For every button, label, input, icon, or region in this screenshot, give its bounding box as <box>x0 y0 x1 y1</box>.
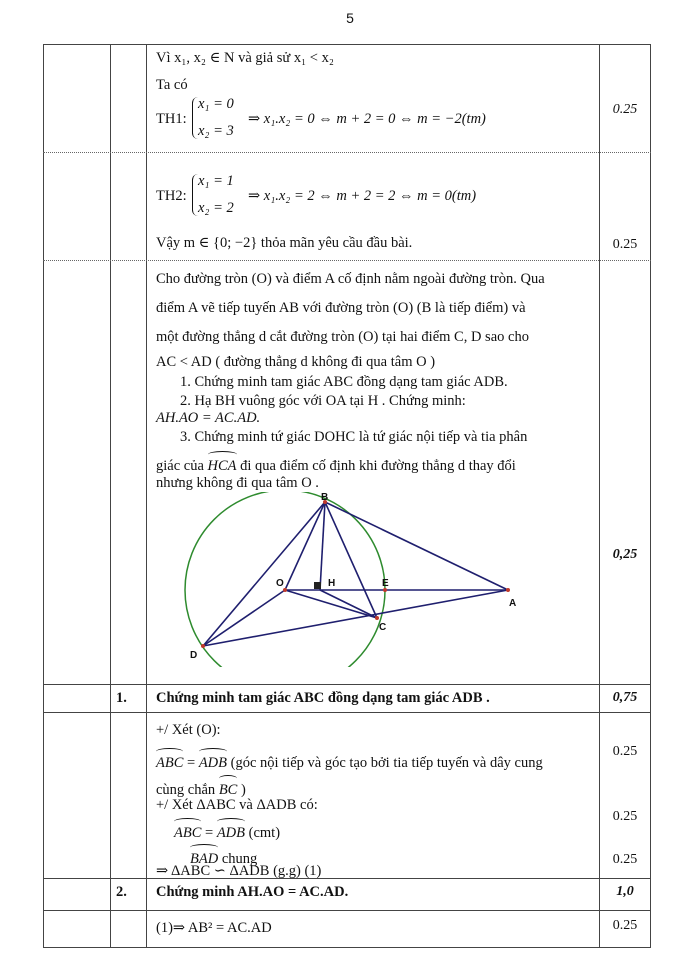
geometry-diagram <box>150 492 550 667</box>
row-divider <box>43 260 651 261</box>
r1-line2: Ta có <box>156 77 188 93</box>
segment-bh <box>320 502 325 590</box>
row-divider <box>43 878 651 879</box>
th2-label: TH2: <box>156 188 187 204</box>
score-r7: 0.25 <box>612 918 638 933</box>
th2-result: ⇒ x₁.x₂ = 2 ⇔ m + 2 = 2 ⇔ m = 0(tm) <box>248 188 477 204</box>
eq: = <box>183 755 199 771</box>
arc-abc: ABC <box>156 752 183 772</box>
problem-line: Cho đường tròn (O) và điểm A cố định nằm ngoài đường tròn. Qua <box>156 271 545 287</box>
q3-arc: HCA <box>208 455 237 475</box>
segment-bc <box>325 502 377 618</box>
label-d: D <box>190 650 198 661</box>
r2-conclusion: Vậy m ∈ {0; −2} thỏa mãn yêu cầu đầu bài. <box>156 235 413 251</box>
arc-bad: BAD <box>190 848 218 868</box>
point-c <box>375 616 379 620</box>
question-3: 3. Chứng minh tứ giác DOHC là tứ giác nội tiếp và tia phân <box>180 429 528 445</box>
th2-system-eq2: x₂ = 2 <box>198 200 234 216</box>
column-divider-2 <box>146 44 147 948</box>
right-angle-mark <box>314 582 321 589</box>
score-part-2: 1,0 <box>616 884 634 899</box>
score-part-1: 0,75 <box>612 690 638 705</box>
score-r1: 0.25 <box>612 102 638 117</box>
row-divider <box>43 684 651 685</box>
text: ) <box>237 782 246 798</box>
reason: (cmt) <box>245 825 281 841</box>
circle-o <box>185 492 385 667</box>
score-r5-3: 0.25 <box>612 852 638 867</box>
segment-bo <box>285 502 325 590</box>
proof-1-line7: ⇒ ΔABC ∽ ΔADB (g.g) (1) <box>156 863 322 879</box>
r1-line1: Vì x₁, x₂ ∈ N và giả sử x₁ < x₂ <box>156 50 334 66</box>
score-r5-2: 0.25 <box>612 809 638 824</box>
problem-line: điểm A vẽ tiếp tuyến AB với đường tròn (O) (B là tiếp điểm) và <box>156 300 526 316</box>
label-h: H <box>328 578 336 589</box>
row-divider <box>43 712 651 713</box>
column-divider-1 <box>110 44 111 948</box>
row-divider <box>43 910 651 911</box>
part-2-number: 2. <box>116 884 127 900</box>
problem-line: AC < AD ( đường thẳng d không đi qua tâm O ) <box>156 354 436 370</box>
proof-1-line4: +/ Xét ΔABC và ΔADB có: <box>156 797 318 813</box>
th1-label: TH1: <box>156 111 187 127</box>
arc-bc: BC <box>219 779 238 799</box>
part-1-title: Chứng minh tam giác ABC đồng dạng tam giác ADB . <box>156 690 490 706</box>
page-number: 5 <box>346 10 354 26</box>
score-r3: 0,25 <box>612 547 638 562</box>
q3-pre: giác của <box>156 458 204 474</box>
part-1-number: 1. <box>116 690 127 706</box>
point-a <box>506 588 510 592</box>
question-3-line3: nhưng không đi qua tâm O . <box>156 475 319 491</box>
th2-system-eq1: x₁ = 1 <box>198 173 234 189</box>
th1-system-eq2: x₂ = 3 <box>198 123 234 139</box>
question-2: 2. Hạ BH vuông góc với OA tại H . Chứng minh: <box>180 393 466 409</box>
label-b: B <box>321 492 329 503</box>
eq: = <box>201 825 217 841</box>
proof-2-line1: (1)⇒ AB² = AC.AD <box>156 920 272 936</box>
arc-adb: ADB <box>217 822 245 842</box>
segment-oc <box>285 590 377 618</box>
problem-line: một đường thẳng d cắt đường tròn (O) tại hai điểm C, D sao cho <box>156 329 529 345</box>
score-r5-1: 0.25 <box>612 744 638 759</box>
score-r2: 0.25 <box>612 237 638 252</box>
label-e: E <box>382 578 389 589</box>
point-d <box>201 644 205 648</box>
proof-1-line2 <box>156 752 543 772</box>
tangent-ab <box>325 502 508 590</box>
question-3-line2 <box>156 455 516 475</box>
th1-system-eq1: x₁ = 0 <box>198 96 234 112</box>
segment-bd <box>203 502 325 646</box>
secant-ad <box>203 590 508 646</box>
q3-post: đi qua điểm cố định khi đường thẳng d thay đổi <box>240 458 516 474</box>
label-a: A <box>509 598 517 609</box>
proof-1-line1: +/ Xét (O): <box>156 722 221 738</box>
arc-abc: ABC <box>174 822 201 842</box>
arc-adb: ADB <box>199 752 227 772</box>
row-divider <box>43 152 651 153</box>
label-o: O <box>276 578 284 589</box>
text: cùng chắn <box>156 782 219 798</box>
reason: (góc nội tiếp và góc tạo bởi tia tiếp tuyến và dây cung <box>227 755 543 771</box>
text: chung <box>218 851 258 867</box>
part-2-title: Chứng minh AH.AO = AC.AD. <box>156 884 349 900</box>
question-1: 1. Chứng minh tam giác ABC đồng dạng tam giác ADB. <box>180 374 508 390</box>
label-c: C <box>379 622 387 633</box>
question-2-formula: AH.AO = AC.AD. <box>156 410 261 426</box>
proof-1-line5 <box>174 822 280 842</box>
th1-result: ⇒ x₁.x₂ = 0 ⇔ m + 2 = 0 ⇔ m = −2(tm) <box>248 111 486 127</box>
